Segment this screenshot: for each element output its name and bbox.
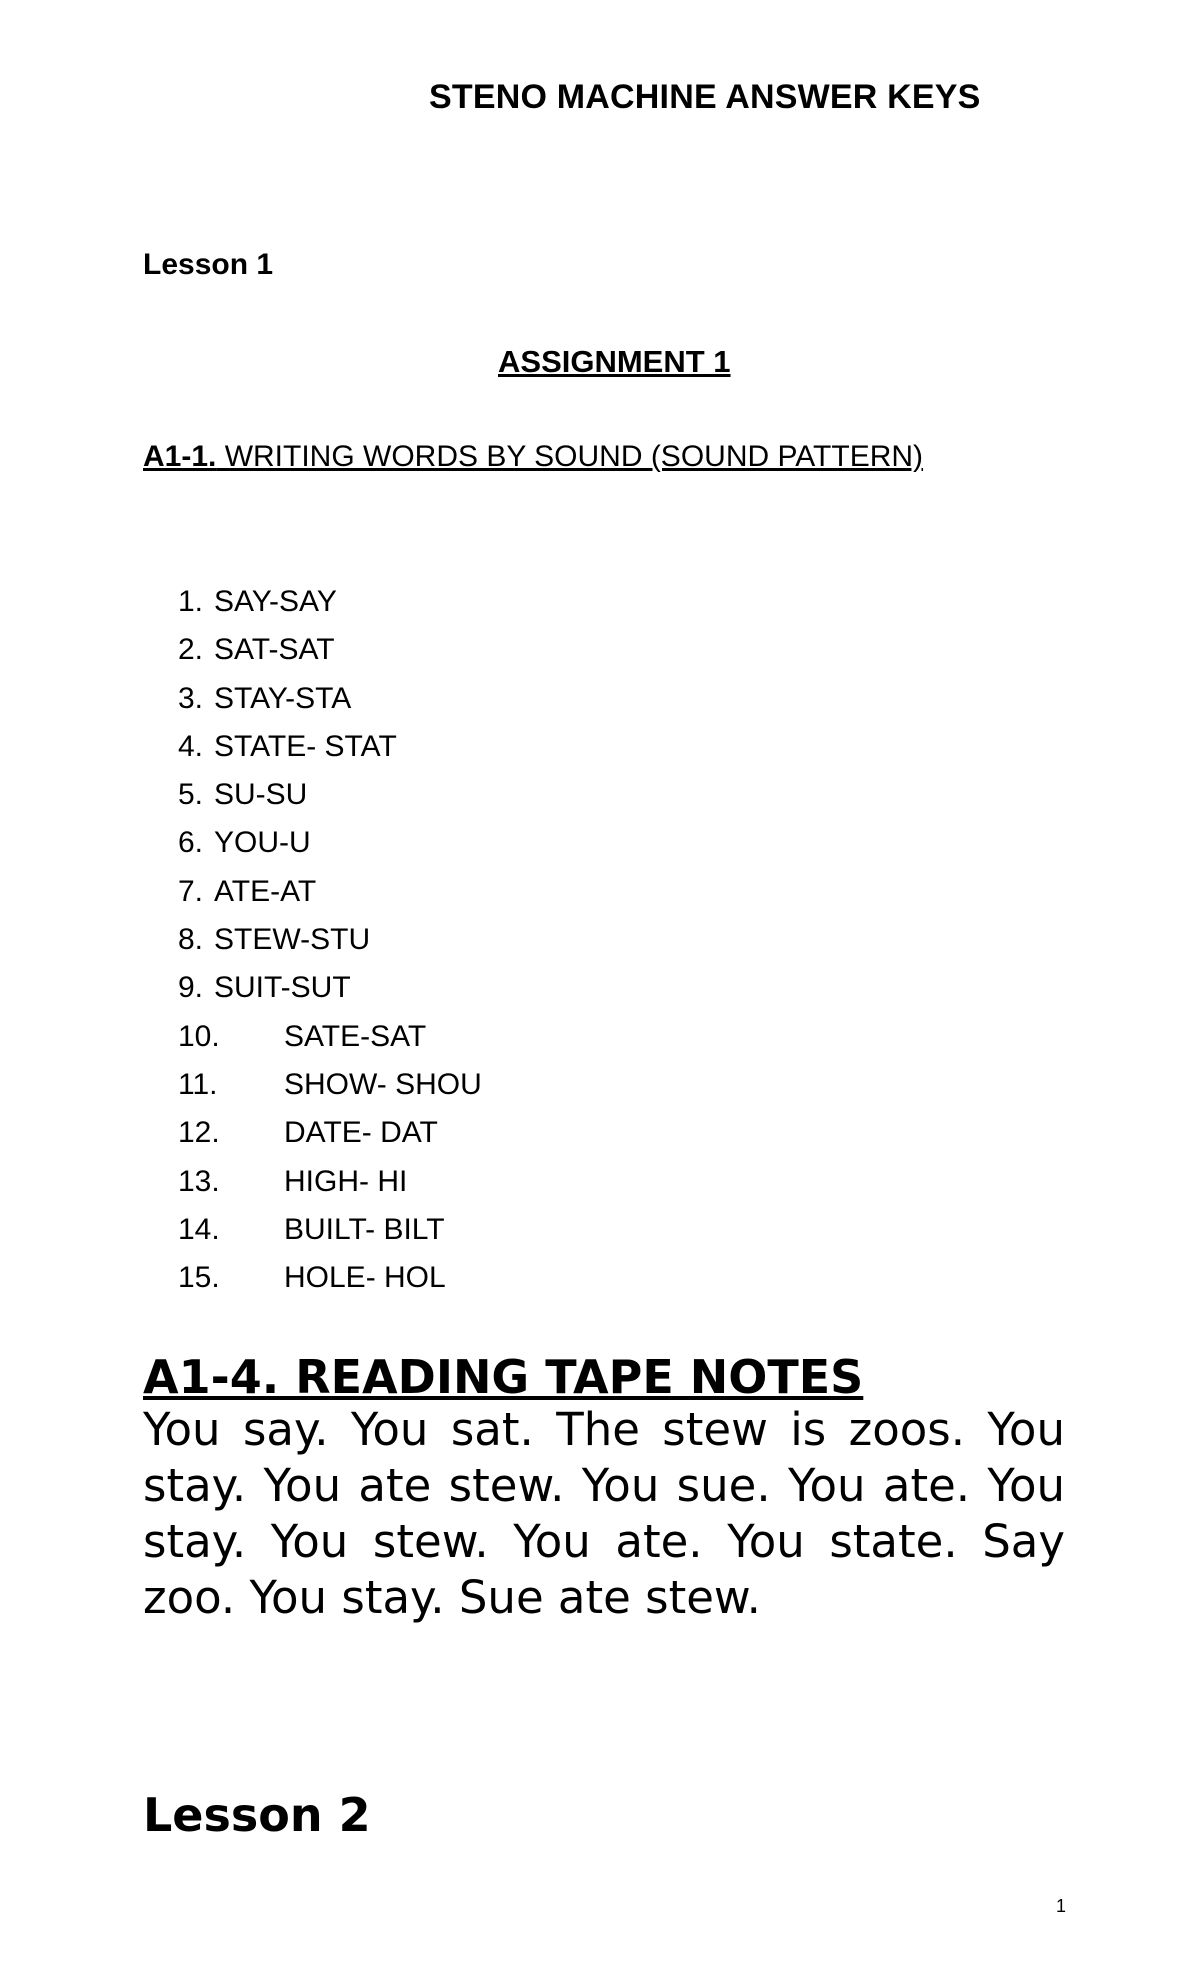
- page-number: 1: [1056, 1896, 1067, 1916]
- list-item-number: 3.: [178, 681, 204, 715]
- section-a1-4-heading: A1-4. READING TAPE NOTES: [143, 1350, 864, 1404]
- list-item-number: 2.: [178, 633, 204, 667]
- list-item-text: STEW-STU: [214, 923, 371, 957]
- list-item-text: DATE- DAT: [284, 1116, 438, 1150]
- list-item: [178, 1115, 482, 1163]
- section-a1-1-heading: [143, 440, 923, 474]
- list-item-text: SATE-SAT: [284, 1019, 427, 1053]
- list-item: [178, 1260, 482, 1308]
- list-item: [178, 922, 482, 970]
- list-item-text: SHOW- SHOU: [284, 1067, 482, 1101]
- list-item: [178, 1164, 482, 1212]
- section-a1-1-code: A1-1.: [143, 440, 217, 473]
- list-item-text: SUIT-SUT: [214, 971, 351, 1005]
- list-item-text: BUILT- BILT: [284, 1212, 445, 1246]
- list-item-number: 7.: [178, 874, 204, 908]
- list-item-text: STATE- STAT: [214, 729, 397, 763]
- list-item-number: 15.: [178, 1261, 220, 1295]
- list-item-text: HOLE- HOL: [284, 1261, 446, 1295]
- list-item-number: 13.: [178, 1164, 220, 1198]
- list-item: [178, 1212, 482, 1260]
- list-item: [178, 729, 482, 777]
- list-item-number: 8.: [178, 923, 204, 957]
- list-item-number: 12.: [178, 1116, 220, 1150]
- assignment-heading: ASSIGNMENT 1: [498, 344, 731, 379]
- document-title: STENO MACHINE ANSWER KEYS: [429, 78, 981, 116]
- list-item-text: SAY-SAY: [214, 585, 337, 618]
- list-item-text: ATE-AT: [214, 874, 317, 908]
- list-item-text: STAY-STA: [214, 681, 352, 715]
- list-item: [178, 1019, 482, 1067]
- list-item-number: 6.: [178, 826, 204, 860]
- list-item-text: SAT-SAT: [214, 633, 335, 667]
- list-item-text: SU-SU: [214, 778, 308, 812]
- list-item: [178, 777, 482, 825]
- list-item-text: HIGH- HI: [284, 1164, 408, 1198]
- list-item: [178, 825, 482, 873]
- list-item-number: 9.: [178, 971, 204, 1005]
- list-item-number: 14.: [178, 1212, 220, 1246]
- lesson-2-heading: Lesson 2: [143, 1788, 371, 1842]
- list-item-text: YOU-U: [214, 826, 311, 860]
- list-item: [178, 1067, 482, 1115]
- list-item-number: 4.: [178, 729, 204, 763]
- list-item: [178, 681, 482, 729]
- list-item: [178, 584, 482, 632]
- list-item: [178, 632, 482, 680]
- answer-list: [178, 584, 482, 1308]
- list-item-number: 5.: [178, 778, 204, 812]
- list-item-number: 10.: [178, 1019, 220, 1053]
- reading-tape-notes-text: You say. You sat. The stew is zoos. You stay. You ate stew. You sue. You ate. You stay. You stew. You ate. You state. Say zoo. You stay. Sue ate stew.: [143, 1403, 1065, 1624]
- list-item: [178, 970, 482, 1018]
- list-item-number: 11.: [178, 1067, 218, 1101]
- lesson-1-heading: Lesson 1: [143, 248, 274, 281]
- section-a1-1-title: WRITING WORDS BY SOUND (SOUND PATTERN): [216, 440, 924, 473]
- list-item-number: 1.: [178, 585, 204, 618]
- list-item: [178, 874, 482, 922]
